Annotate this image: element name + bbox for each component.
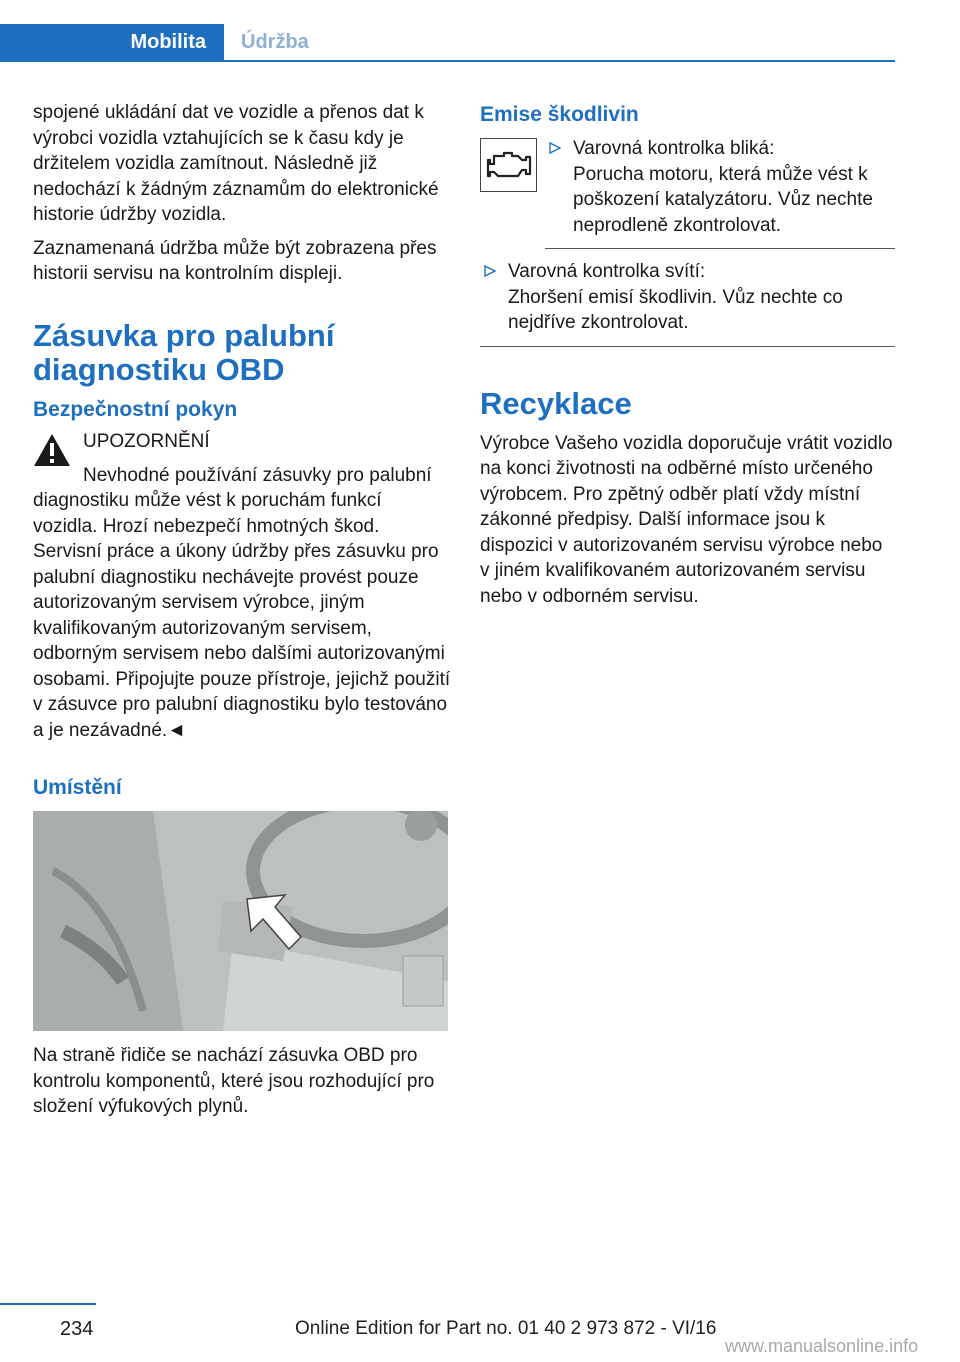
- recycling-text: Výrobce Vašeho vozidla doporučuje vrátit vozidlo na konci životnosti na odběrné místo určeného výrobcem. Pro zpětný odběr platí vždy místní zákonné předpisy. Další informace jsou k dispozici v autorizovaném servisu výrobce nebo v jiném kvalifikovaném autorizovaném servisu nebo v odborném servisu.: [480, 432, 893, 607]
- list-item: [545, 136, 895, 162]
- header-rule: [0, 60, 895, 62]
- footer-rule: [0, 1303, 96, 1305]
- emissions-item-lit: [480, 249, 895, 347]
- tab-mobilita[interactable]: Mobilita: [0, 24, 224, 60]
- safety-heading: Bezpečnostní pokyn: [33, 397, 238, 421]
- item1-label: Varovná kontrolka bliká:: [573, 138, 775, 159]
- page-number: 234: [60, 1318, 94, 1340]
- tab-udrzba[interactable]: Údržba: [241, 30, 309, 53]
- edition-text: Online Edition for Part no. 01 40 2 973 872 - VI/16: [295, 1318, 717, 1339]
- item2-label: Varovná kontrolka svítí:: [508, 261, 706, 282]
- list-item: [480, 259, 895, 285]
- warning-text: [33, 463, 451, 744]
- emissions-heading: Emise škodlivin: [480, 103, 639, 126]
- engine-check-icon-box: [480, 138, 537, 192]
- bullet-triangle-icon: [549, 142, 561, 154]
- emissions-list: [508, 136, 895, 347]
- left-column: [33, 100, 451, 1128]
- emissions-item-blinking: [545, 136, 895, 249]
- paragraph-service-history: Zaznamenaná údržba může být zobrazena přes historii servisu na kontrolním displeji.: [33, 237, 437, 284]
- warning-title: UPOZORNĚNÍ: [83, 430, 210, 452]
- recycling-title: Recyklace: [480, 385, 632, 421]
- location-arrow-icon: [245, 893, 305, 955]
- page-header: [0, 0, 895, 62]
- location-heading: Umístění: [33, 776, 122, 799]
- item2-text: Zhoršení emisí škodlivin. Vůz nechte co nejdříve zkontrolovat.: [508, 286, 843, 333]
- paragraph-data-storage: spojené ukládání dat ve vozidle a přenos dat k výrobci vozidla vztahujících se k času kdy je držitelem vozidla zamítnout. Následně již nedochází k žádným záznamům do elektronické historie údržby vozidla.: [33, 102, 439, 225]
- photo-caption: Na straně řidiče se nachází zásuvka OBD pro kontrolu komponentů, které jsou rozhodující pro složení výfukových plynů.: [33, 1045, 435, 1117]
- section-title-obd: Zásuvka pro palubní diagnostiku OBD: [33, 317, 335, 387]
- watermark[interactable]: www.manualsonline.info: [725, 1336, 919, 1356]
- emissions-table: [480, 136, 895, 347]
- engine-check-icon: [486, 150, 532, 180]
- warning-block: [33, 429, 451, 467]
- obd-location-photo: [33, 811, 448, 1031]
- bullet-triangle-icon: [484, 265, 496, 277]
- right-column: [480, 100, 895, 617]
- item1-text: Porucha motoru, která může vést k poškození katalyzátoru. Vůz nechte neprodleně zkontrolovat.: [573, 163, 873, 236]
- warning-triangle-icon: [33, 433, 71, 467]
- warning-text-body: Nevhodné používání zásuvky pro palubní diagnostiku může vést k poruchám funkcí vozidla. Hrozí nebezpečí hmotných škod. Servisní práce a úkony údržby přes zásuvku pro palubní diagnostiku nechávejte provést pouze autorizovaným servisem výrobce, jiným kvalifikovaným autorizovaným servisem, odborným servisem nebo dalšími autorizovanými osobami. Připojujte pouze přístroje, jejichž použití v zásuvce pro palubní diagnostiku bylo testováno a je nezávadné.◄: [33, 464, 451, 741]
- photo-illustration: [33, 811, 448, 1031]
